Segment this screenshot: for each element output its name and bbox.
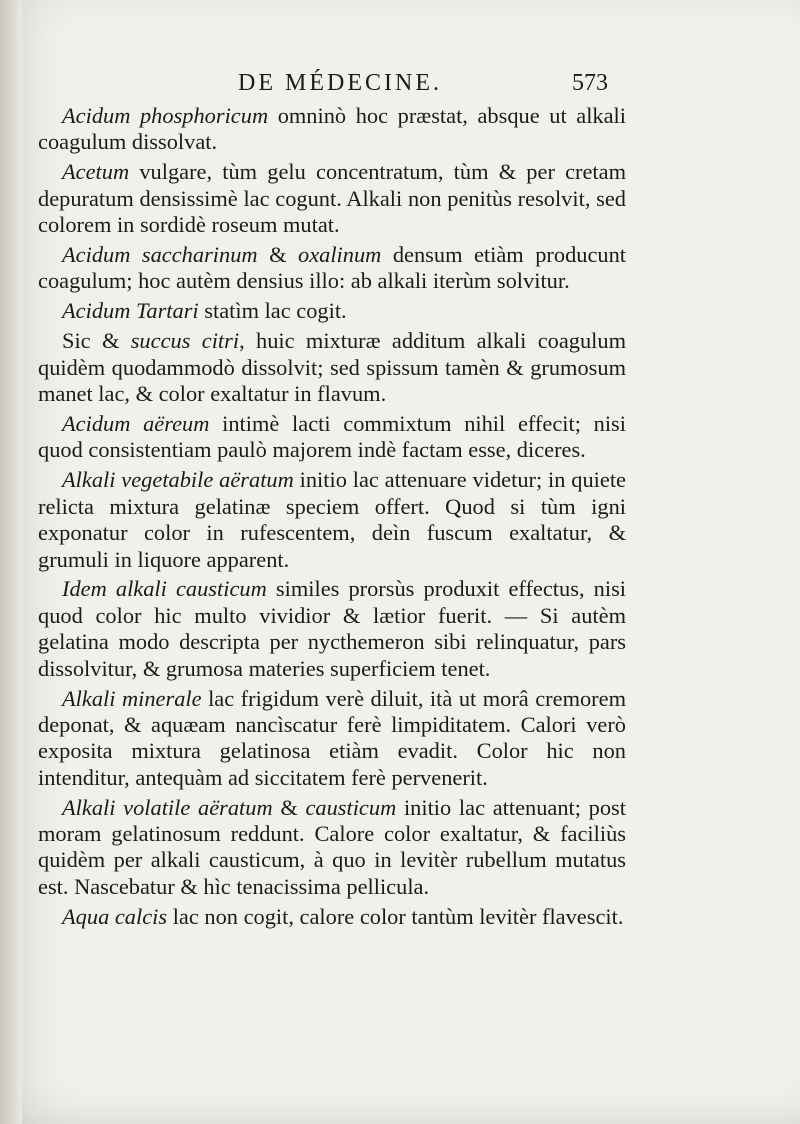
- paragraph-text: similes prorsùs produxit effectus, nisi quod color hic multo vividior & lætior fuerit. — Si autèm gelatina modo descripta per nycthemeron sibi relinquatur, pars dissolvitur, & grumosa materies superficiem tenet.: [38, 576, 627, 681]
- term: Alkali volatile aëratum: [62, 794, 273, 820]
- paragraph-text: Sic &: [62, 328, 131, 354]
- paragraph: [38, 904, 626, 930]
- paragraph: [38, 576, 626, 682]
- term: Acetum: [62, 159, 130, 185]
- term: causticum: [305, 794, 397, 820]
- paragraph-text: lac frigidum verè diluit, ità ut morâ cremorem deponat, & aquæam nancìscatur ferè limpiditatem. Calori verò exposita mixtura gelatinosa etiàm evadit. Color hic non intenditur, antequàm ad siccitatem ferè pervenerit.: [38, 685, 626, 790]
- term: Idem alkali causticum: [62, 576, 267, 602]
- paragraph: [38, 686, 626, 792]
- paragraph: [38, 467, 626, 573]
- paragraph-text: initio lac attenuant; post moram gelatinosum reddunt. Calore color exaltatur, & faciliùs quidèm per alkali causticum, à quo in levitèr rubellum mutatus est. Nascebatur & hìc tenacissima pellicula.: [38, 794, 626, 899]
- paragraph-text: initio lac attenuare videtur; in quiete relicta mixtura gelatinæ speciem offert. Quod si tùm igni exponatur color in rufescentem, deìn fuscum exaltatur, & grumuli in liquore apparent.: [38, 467, 626, 572]
- term: Acidum aëreum: [62, 410, 210, 436]
- paragraph: [38, 411, 626, 464]
- paragraph-text: vulgare, tùm gelu concentratum, tùm & per cretam depuratum densissimè lac cogunt. Alkali non penitùs resolvit, sed colorem in sordidè roseum mutat.: [38, 159, 626, 238]
- term: Alkali vegetabile aëratum: [62, 467, 294, 493]
- paragraph: [38, 328, 626, 407]
- term: Acidum Tartari: [62, 298, 199, 324]
- paragraph: [38, 795, 626, 901]
- page-number: 573: [572, 70, 608, 96]
- paragraph-text: &: [257, 242, 298, 268]
- paragraph-text: statìm lac cogit.: [198, 298, 347, 324]
- term: succus citri: [130, 328, 240, 354]
- paragraph-text: densum etiàm producunt coagulum; hoc autèm densius illo: ab alkali iterùm solvitur.: [38, 242, 627, 294]
- paragraph: [38, 242, 626, 295]
- paragraph-text: lac non cogit, calore color tantùm levitèr flavescit.: [167, 903, 624, 929]
- paragraph-text: &: [272, 794, 306, 820]
- term: Acidum phosphoricum: [62, 103, 269, 128]
- paragraph: [38, 298, 626, 324]
- paragraph: [38, 159, 626, 238]
- paragraph-text: , huic mixturæ additum alkali coagulum quidèm quodammodò dissolvit; sed spissum tamèn & grumosum manet lac, & color exaltatur in flavum.: [38, 328, 626, 407]
- body-text: [38, 103, 626, 934]
- binding-gutter: [0, 0, 22, 1124]
- term: Aqua calcis: [62, 903, 168, 929]
- paragraph-text: omninò hoc præstat, absque ut alkali coagulum dissolvat.: [38, 103, 626, 155]
- term: oxalinum: [298, 242, 382, 268]
- term: Acidum saccharinum: [62, 242, 258, 268]
- running-head: DE MÉDECINE.: [238, 70, 442, 96]
- term: Alkali minerale: [62, 685, 202, 711]
- paragraph-text: intimè lacti commixtum nihil effecit; nisi quod consistentiam paulò majorem indè factam esse, diceres.: [38, 410, 626, 463]
- paragraph: [38, 103, 626, 156]
